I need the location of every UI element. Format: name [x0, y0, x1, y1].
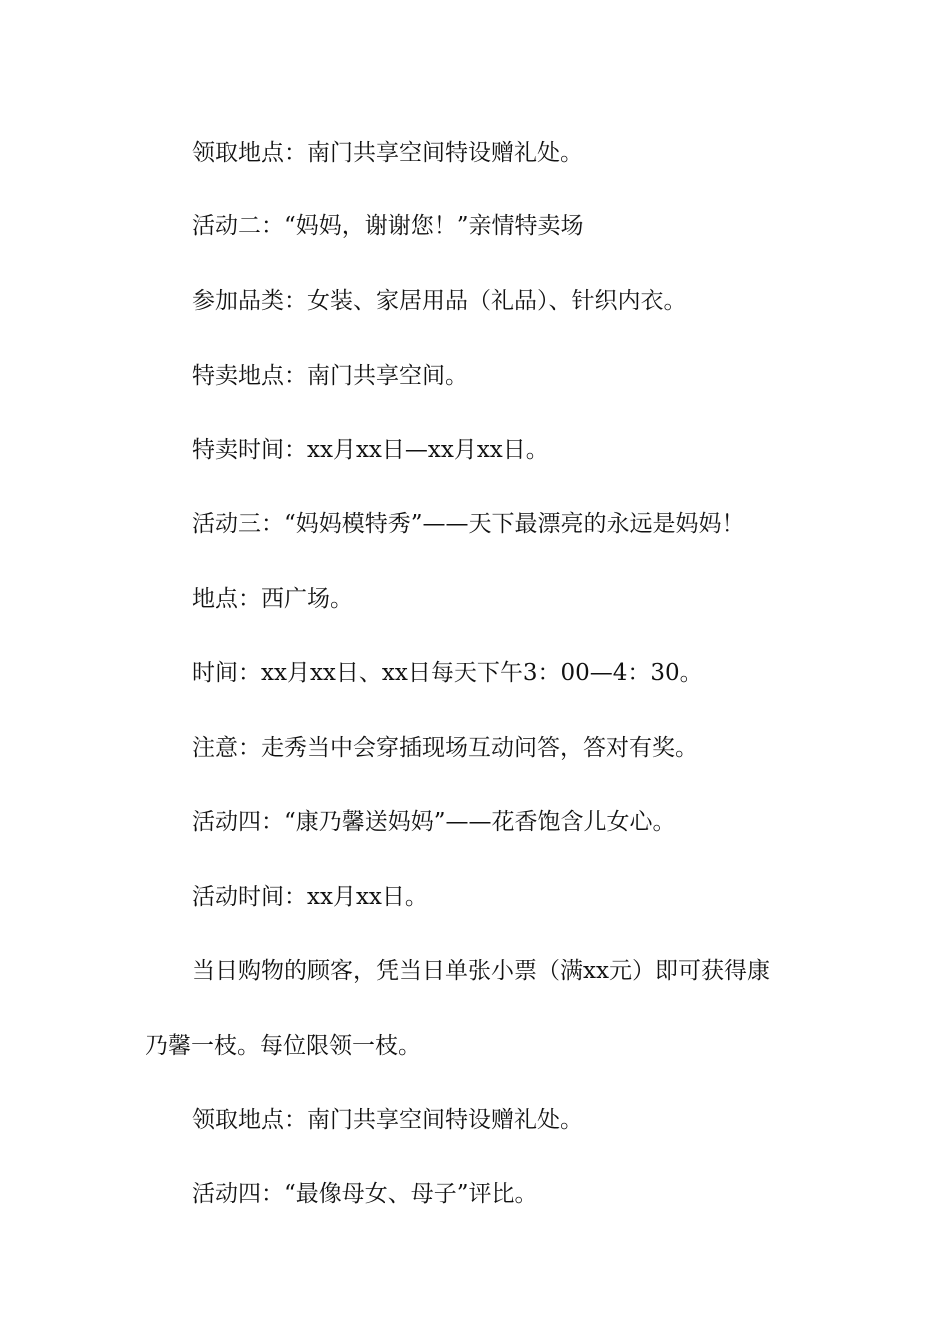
paragraph-pickup-location-1: 领取地点：南门共享空间特设赠礼处。 [192, 140, 583, 166]
paragraph-activity-three-title: 活动三：“妈妈模特秀”——天下最漂亮的永远是妈妈！ [192, 511, 745, 537]
paragraph-sale-location: 特卖地点：南门共享空间。 [192, 363, 468, 389]
paragraph-activity-four-title: 活动四：“康乃馨送妈妈”——花香饱含儿女心。 [192, 809, 676, 835]
paragraph-customer-offer-line1: 当日购物的顾客，凭当日单张小票（满xx元）即可获得康 [192, 958, 770, 984]
paragraph-sale-time: 特卖时间：xx月xx日—xx月xx日。 [192, 437, 549, 463]
paragraph-activity-two-title: 活动二：“妈妈，谢谢您！”亲情特卖场 [192, 213, 584, 239]
paragraph-activity-time: 活动时间：xx月xx日。 [192, 884, 428, 910]
paragraph-categories: 参加品类：女装、家居用品（礼品）、针织内衣。 [192, 288, 687, 314]
paragraph-show-time: 时间：xx月xx日、xx日每天下午3：00—4：30。 [192, 660, 703, 686]
paragraph-pickup-location-2: 领取地点：南门共享空间特设赠礼处。 [192, 1107, 583, 1133]
paragraph-note: 注意：走秀当中会穿插现场互动问答，答对有奖。 [192, 735, 698, 761]
paragraph-location-west-plaza: 地点：西广场。 [192, 586, 353, 612]
paragraph-customer-offer-line2: 乃馨一枝。每位限领一枝。 [145, 1033, 421, 1059]
paragraph-activity-four-contest: 活动四：“最像母女、母子”评比。 [192, 1181, 538, 1207]
